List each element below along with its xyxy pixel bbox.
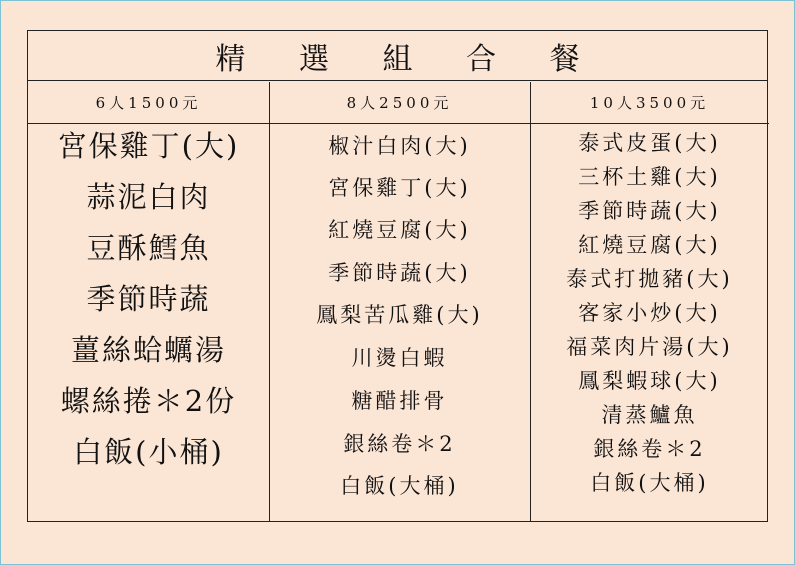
list-item: 白飯(大桶) bbox=[590, 471, 709, 495]
list-item: 白飯(小桶) bbox=[73, 435, 224, 469]
menu-title: 精 選 組 合 餐 bbox=[28, 31, 767, 81]
list-item: 糖醋排骨 bbox=[351, 389, 448, 413]
list-item: 泰式打拋豬(大) bbox=[566, 267, 733, 291]
list-item: 福菜肉片湯(大) bbox=[566, 335, 733, 359]
list-item: 宮保雞丁(大) bbox=[57, 129, 240, 163]
list-item: 銀絲卷＊2 bbox=[343, 432, 456, 456]
list-item: 清蒸鱸魚 bbox=[601, 403, 698, 427]
list-item: 椒汁白肉(大) bbox=[328, 134, 471, 158]
column-header-6-people: 6人1500元 bbox=[28, 82, 269, 124]
list-item: 豆酥鱈魚 bbox=[86, 231, 211, 265]
list-item: 薑絲蛤蠣湯 bbox=[70, 333, 226, 367]
set-menu-table bbox=[27, 30, 768, 522]
list-item: 白飯(大桶) bbox=[340, 474, 459, 498]
list-item: 川燙白蝦 bbox=[351, 346, 448, 370]
list-item: 蒜泥白肉 bbox=[86, 180, 211, 214]
list-item: 宮保雞丁(大) bbox=[328, 176, 471, 200]
list-item: 螺絲捲＊2份 bbox=[60, 384, 237, 418]
list-item: 銀絲卷＊2 bbox=[593, 437, 706, 461]
list-item: 鳳梨蝦球(大) bbox=[578, 369, 721, 393]
column-8-people bbox=[269, 124, 530, 521]
list-item: 泰式皮蛋(大) bbox=[578, 131, 721, 155]
list-item: 紅燒豆腐(大) bbox=[328, 218, 471, 242]
list-item: 季節時蔬 bbox=[86, 282, 211, 316]
list-item: 季節時蔬(大) bbox=[328, 261, 471, 285]
list-item: 三杯土雞(大) bbox=[578, 165, 721, 189]
list-item: 鳳梨苦瓜雞(大) bbox=[316, 303, 483, 327]
list-item: 紅燒豆腐(大) bbox=[578, 233, 721, 257]
list-item: 季節時蔬(大) bbox=[578, 199, 721, 223]
column-10-people bbox=[530, 124, 769, 521]
list-item: 客家小炒(大) bbox=[578, 301, 721, 325]
column-header-10-people: 10人3500元 bbox=[530, 82, 769, 124]
column-6-people bbox=[28, 124, 269, 521]
column-header-8-people: 8人2500元 bbox=[269, 82, 530, 124]
